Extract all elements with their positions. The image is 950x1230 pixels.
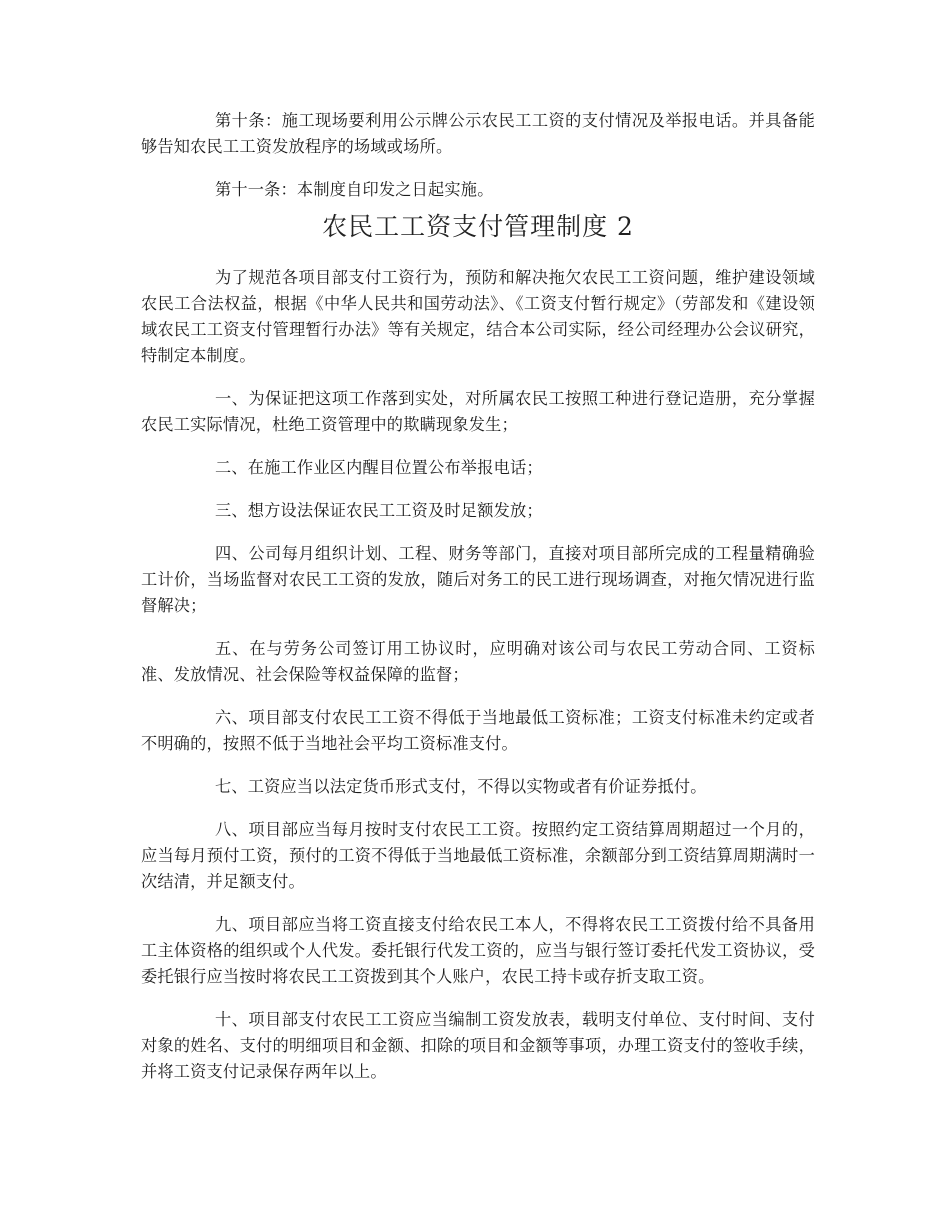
clause-9-paragraph: 九、项目部应当将工资直接支付给农民工本人，不得将农民工工资拨付给不具备用工主体资格的组织或个人代发。委托银行代发工资的，应当与银行签订委托代发工资协议，受委托银行应当按时将农民工工资拨到其个人账户，农民工持卡或存折支取工资。	[141, 915, 815, 986]
clause-3-paragraph: 三、想方设法保证农民工工资及时足额发放；	[215, 501, 543, 520]
article-10-paragraph: 第十条：施工现场要利用公示牌公示农民工工资的支付情况及举报电话。并具备能够告知农民工工资发放程序的场域或场所。	[141, 111, 815, 156]
document-page	[141, 108, 815, 1085]
clause-8-paragraph: 八、项目部应当每月按时支付农民工工资。按照约定工资结算周期超过一个月的，应当每月预付工资，预付的工资不得低于当地最低工资标准，余额部分到工资结算周期满时一次结清，并足额支付。	[141, 820, 815, 891]
intro-paragraph: 为了规范各项目部支付工资行为，预防和解决拖欠农民工工资问题，维护建设领域农民工合法权益，根据《中华人民共和国劳动法》、《工资支付暂行规定》（劳部发和《建设领域农民工工资支付管理暂行办法》等有关规定，结合本公司实际，经公司经理办公会议研究，特制定本制度。	[141, 268, 815, 365]
clause-6-paragraph: 六、项目部支付农民工工资不得低于当地最低工资标准；工资支付标准未约定或者不明确的，按照不低于当地社会平均工资标准支付。	[141, 708, 815, 753]
clause-2-paragraph: 二、在施工作业区内醒目位置公布举报电话；	[215, 458, 543, 477]
clause-10-paragraph: 十、项目部支付农民工工资应当编制工资发放表，载明支付单位、支付时间、支付对象的姓名、支付的明细项目和金额、扣除的项目和金额等事项，办理工资支付的签收手续，并将工资支付记录保存两年以上。	[141, 1010, 815, 1081]
clause-4-paragraph: 四、公司每月组织计划、工程、财务等部门，直接对项目部所完成的工程量精确验工计价，当场监督对农民工工资的发放，随后对务工的民工进行现场调查，对拖欠情况进行监督解决；	[141, 544, 815, 615]
article-11-paragraph: 第十一条：本制度自印发之日起实施。	[215, 180, 494, 199]
clause-7-paragraph: 七、工资应当以法定货币形式支付，不得以实物或者有价证券抵付。	[215, 777, 707, 796]
clause-5-paragraph: 五、在与劳务公司签订用工协议时，应明确对该公司与农民工劳动合同、工资标准、发放情况、社会保险等权益保障的监督；	[141, 639, 815, 684]
clause-1-paragraph: 一、为保证把这项工作落到实处，对所属农民工按照工种进行登记造册，充分掌握农民工实际情况，杜绝工资管理中的欺瞒现象发生；	[141, 389, 815, 434]
section-title: 农民工工资支付管理制度 2	[322, 212, 634, 241]
